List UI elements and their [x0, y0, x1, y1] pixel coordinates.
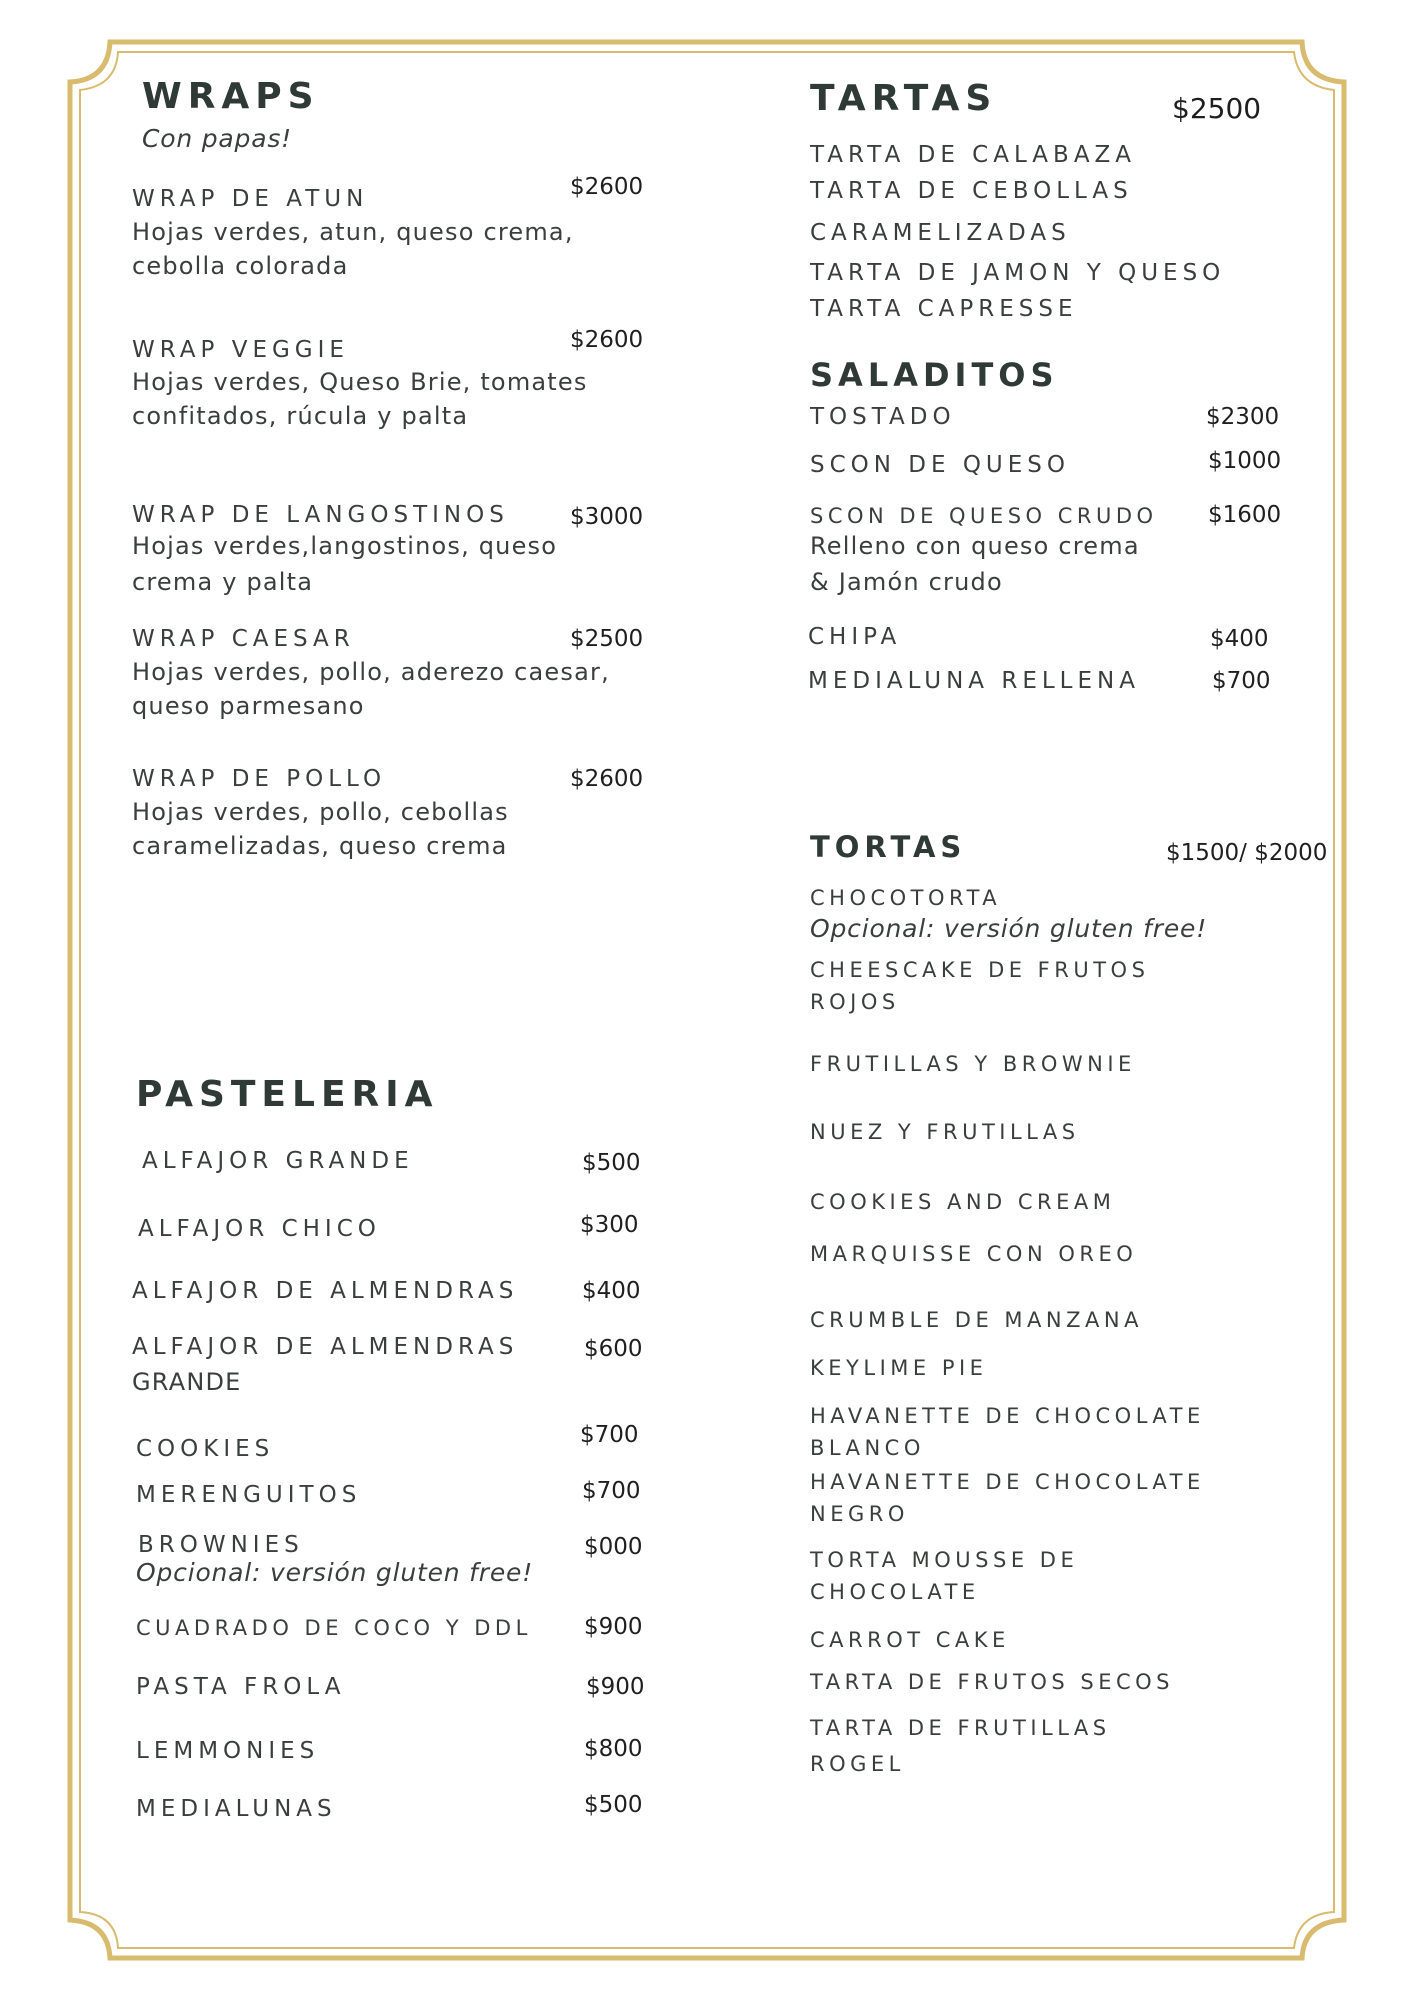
wrap-item-name: WRAP DE POLLO [132, 766, 387, 792]
tartas-title: TARTAS [810, 78, 998, 119]
tortas-price: $1500/ $2000 [1166, 840, 1328, 866]
saladitos-item-price: $2300 [1206, 404, 1280, 430]
tartas-item: TARTA CAPRESSE [810, 296, 1078, 322]
pasteleria-item-name: ALFAJOR DE ALMENDRAS [132, 1278, 519, 1304]
wrap-item-desc: Hojas verdes, Queso Brie, tomates [132, 368, 588, 396]
pasteleria-item-name: ALFAJOR GRANDE [142, 1148, 414, 1174]
wraps-subtitle: Con papas! [142, 124, 292, 153]
wrap-item-name: WRAP DE ATUN [132, 186, 369, 212]
pasteleria-item-price: $900 [584, 1614, 643, 1640]
saladitos-item-price: $400 [1210, 626, 1269, 652]
pasteleria-item-price: $700 [582, 1478, 641, 1504]
tartas-price: $2500 [1172, 92, 1262, 125]
wrap-item-price: $2600 [570, 174, 644, 200]
pasteleria-item-price: $500 [582, 1150, 641, 1176]
saladitos-item-price: $1000 [1208, 448, 1282, 474]
saladitos-item-name: MEDIALUNA RELLENA [808, 668, 1140, 694]
saladitos-title: SALADITOS [810, 356, 1059, 394]
tortas-item-name: COOKIES AND CREAM [810, 1190, 1116, 1214]
wrap-item-desc: Hojas verdes,langostinos, queso [132, 532, 558, 560]
pasteleria-item-note: Opcional: versión gluten free! [136, 1558, 534, 1587]
saladitos-item-price: $1600 [1208, 502, 1282, 528]
tortas-item-name-cont: CHOCOLATE [810, 1580, 980, 1604]
pasteleria-item-name: BROWNIES [138, 1532, 304, 1558]
saladitos-item-name: SCON DE QUESO [810, 452, 1071, 478]
tortas-item-name: MARQUISSE CON OREO [810, 1242, 1138, 1266]
tortas-item-name-cont: ROGEL [810, 1752, 905, 1776]
pasteleria-item-name: COOKIES [136, 1436, 275, 1462]
saladitos-item-name: SCON DE QUESO CRUDO [810, 504, 1158, 528]
tortas-item-name: HAVANETTE DE CHOCOLATE [810, 1404, 1205, 1428]
pasteleria-title: PASTELERIA [136, 1074, 439, 1115]
wrap-item-desc: Hojas verdes, pollo, cebollas [132, 798, 509, 826]
pasteleria-item-name: LEMMONIES [136, 1738, 320, 1764]
tortas-item-note: Opcional: versión gluten free! [810, 914, 1208, 943]
tortas-item-name: KEYLIME PIE [810, 1356, 988, 1380]
pasteleria-item-price: $700 [580, 1422, 639, 1448]
tortas-item-name: CHEESCAKE DE FRUTOS [810, 958, 1150, 982]
wrap-item-name: WRAP CAESAR [132, 626, 355, 652]
pasteleria-item-price: $000 [584, 1534, 643, 1560]
wrap-item-desc: Hojas verdes, pollo, aderezo caesar, [132, 658, 610, 686]
wrap-item-desc: Hojas verdes, atun, queso crema, [132, 218, 574, 246]
pasteleria-item-price: $300 [580, 1212, 639, 1238]
pasteleria-item-name: MERENGUITOS [136, 1482, 362, 1508]
tortas-item-name: CHOCOTORTA [810, 886, 1002, 910]
pasteleria-item-price: $900 [586, 1674, 645, 1700]
tortas-item-name-cont: BLANCO [810, 1436, 925, 1460]
pasteleria-item-price: $600 [584, 1336, 643, 1362]
tortas-item-name: TORTA MOUSSE DE [810, 1548, 1079, 1572]
pasteleria-item-price: $800 [584, 1736, 643, 1762]
pasteleria-item-name-cont: GRANDE [132, 1368, 242, 1396]
pasteleria-item-name: ALFAJOR CHICO [138, 1216, 381, 1242]
tartas-item: TARTA DE CEBOLLAS [810, 178, 1133, 204]
tortas-title: TORTAS [810, 830, 967, 864]
wrap-item-desc: confitados, rúcula y palta [132, 402, 469, 430]
wrap-item-price: $2500 [570, 626, 644, 652]
wraps-title: WRAPS [142, 76, 320, 117]
wrap-item-desc: crema y palta [132, 568, 314, 596]
wrap-item-price: $2600 [570, 327, 644, 353]
tartas-item: CARAMELIZADAS [810, 220, 1071, 246]
wrap-item-name: WRAP VEGGIE [132, 337, 349, 363]
tortas-item-name: NUEZ Y FRUTILLAS [810, 1120, 1080, 1144]
tortas-item-name: CRUMBLE DE MANZANA [810, 1308, 1143, 1332]
wrap-item-price: $2600 [570, 766, 644, 792]
saladitos-item-name: TOSTADO [810, 404, 956, 430]
wrap-item-desc: cebolla colorada [132, 252, 349, 280]
tartas-item: TARTA DE CALABAZA [810, 142, 1137, 168]
wrap-item-name: WRAP DE LANGOSTINOS [132, 502, 509, 528]
wrap-item-price: $3000 [570, 504, 644, 530]
tortas-item-name-cont: NEGRO [810, 1502, 909, 1526]
saladitos-item-desc: Relleno con queso crema [810, 532, 1140, 560]
tartas-item: TARTA DE JAMON Y QUESO [810, 260, 1226, 286]
tortas-item-name: TARTA DE FRUTOS SECOS [810, 1670, 1175, 1694]
pasteleria-item-price: $400 [582, 1278, 641, 1304]
saladitos-item-name: CHIPA [808, 624, 902, 650]
tortas-item-name: HAVANETTE DE CHOCOLATE [810, 1470, 1205, 1494]
wrap-item-desc: caramelizadas, queso crema [132, 832, 508, 860]
tortas-item-name: CARROT CAKE [810, 1628, 1010, 1652]
pasteleria-item-name: PASTA FROLA [136, 1674, 346, 1700]
pasteleria-item-name: MEDIALUNAS [136, 1796, 337, 1822]
tortas-item-name-cont: ROJOS [810, 990, 900, 1014]
pasteleria-item-price: $500 [584, 1792, 643, 1818]
tortas-item-name: FRUTILLAS Y BROWNIE [810, 1052, 1136, 1076]
tortas-item-name: TARTA DE FRUTILLAS [810, 1716, 1111, 1740]
pasteleria-item-name: CUADRADO DE COCO Y DDL [136, 1616, 532, 1640]
pasteleria-item-name: ALFAJOR DE ALMENDRAS [132, 1334, 519, 1360]
wrap-item-desc: queso parmesano [132, 692, 365, 720]
saladitos-item-desc: & Jamón crudo [810, 568, 1003, 596]
saladitos-item-price: $700 [1212, 668, 1271, 694]
